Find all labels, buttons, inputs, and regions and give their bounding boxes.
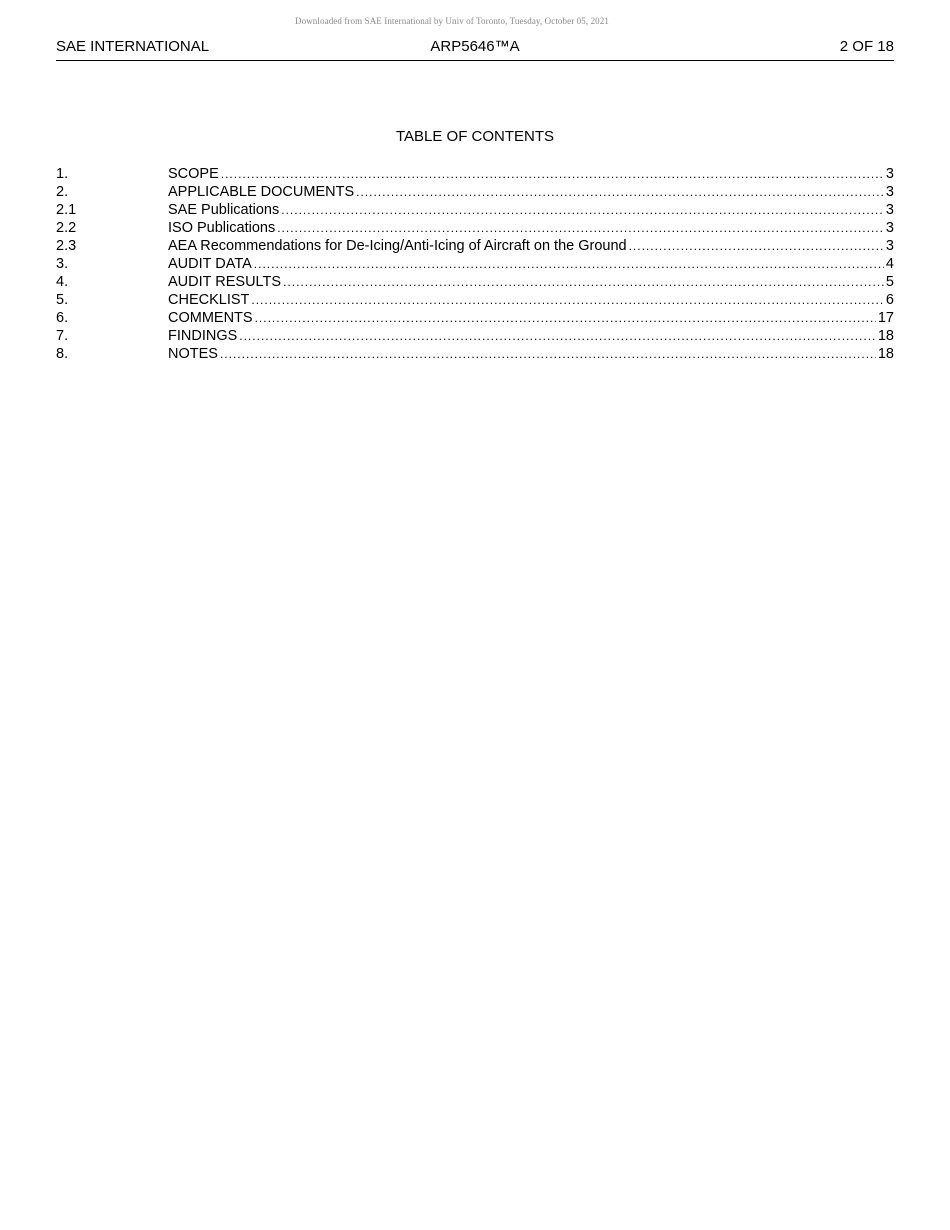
dot-leader xyxy=(356,183,884,201)
toc-entry-number: 5. xyxy=(56,292,69,308)
toc-entry-number: 2.3 xyxy=(56,238,77,254)
toc-entry-label[interactable]: AUDIT DATA xyxy=(168,256,252,272)
toc-entry-label[interactable]: FINDINGS xyxy=(168,328,238,344)
toc-entry-label[interactable]: APPLICABLE DOCUMENTS xyxy=(168,184,355,200)
dot-leader xyxy=(277,219,884,237)
toc-entry-page[interactable]: 17 xyxy=(877,310,894,326)
toc-entry-page[interactable]: 18 xyxy=(877,328,894,344)
toc-entry-number: 2.1 xyxy=(56,202,77,218)
toc-entry[interactable] xyxy=(56,345,894,363)
toc-entry[interactable] xyxy=(56,291,894,309)
toc-entry-number: 6. xyxy=(56,310,69,326)
toc-entry[interactable] xyxy=(56,309,894,327)
toc-entry-label[interactable]: SAE Publications xyxy=(168,202,280,218)
toc-entry-label[interactable]: SCOPE xyxy=(168,166,219,182)
toc-entry-page[interactable]: 3 xyxy=(885,202,894,218)
toc-entry-number: 3. xyxy=(56,256,69,272)
running-header xyxy=(56,38,894,61)
toc-entry-number: 1. xyxy=(56,166,69,182)
dot-leader xyxy=(255,309,876,327)
dot-leader xyxy=(220,345,876,363)
toc-entry-page[interactable]: 3 xyxy=(885,238,894,254)
toc-title: TABLE OF CONTENTS xyxy=(395,128,555,145)
toc-entry[interactable] xyxy=(56,165,894,183)
page-indicator: 2 OF 18 xyxy=(839,38,894,55)
dot-leader xyxy=(251,291,884,309)
toc-entry-page[interactable]: 5 xyxy=(885,274,894,290)
toc-entry-page[interactable]: 4 xyxy=(885,256,894,272)
dot-leader xyxy=(283,273,884,291)
toc-entry[interactable] xyxy=(56,255,894,273)
table-of-contents xyxy=(56,165,894,363)
toc-entry-page[interactable]: 3 xyxy=(885,166,894,182)
dot-leader xyxy=(281,201,884,219)
toc-entry-number: 2. xyxy=(56,184,69,200)
dot-leader xyxy=(221,165,884,183)
toc-entry[interactable] xyxy=(56,273,894,291)
toc-entry[interactable] xyxy=(56,237,894,255)
dot-leader xyxy=(239,327,876,345)
toc-entry-label[interactable]: CHECKLIST xyxy=(168,292,250,308)
toc-entry-label[interactable]: ISO Publications xyxy=(168,220,276,236)
dot-leader xyxy=(254,255,884,273)
organization-name: SAE INTERNATIONAL xyxy=(56,38,210,55)
toc-entry-page[interactable]: 6 xyxy=(885,292,894,308)
toc-entry-number: 2.2 xyxy=(56,220,77,236)
toc-entry[interactable] xyxy=(56,201,894,219)
download-notice: Downloaded from SAE International by Univ of Toronto, Tuesday, October 05, 2021 xyxy=(295,16,609,26)
toc-entry-number: 7. xyxy=(56,328,69,344)
toc-entry[interactable] xyxy=(56,219,894,237)
toc-entry-label[interactable]: AEA Recommendations for De-Icing/Anti-Icing of Aircraft on the Ground xyxy=(168,238,627,254)
document-number-wrapper xyxy=(56,38,894,55)
toc-entry-page[interactable]: 3 xyxy=(885,184,894,200)
toc-entry-number: 8. xyxy=(56,346,69,362)
toc-entry-page[interactable]: 18 xyxy=(877,346,894,362)
toc-entry[interactable] xyxy=(56,327,894,345)
dot-leader xyxy=(629,237,884,255)
toc-entry-label[interactable]: NOTES xyxy=(168,346,218,362)
toc-entry-label[interactable]: COMMENTS xyxy=(168,310,253,326)
toc-entry-number: 4. xyxy=(56,274,69,290)
toc-entry-page[interactable]: 3 xyxy=(885,220,894,236)
toc-entry[interactable] xyxy=(56,183,894,201)
toc-entry-label[interactable]: AUDIT RESULTS xyxy=(168,274,282,290)
document-number: ARP5646™A xyxy=(430,38,520,55)
